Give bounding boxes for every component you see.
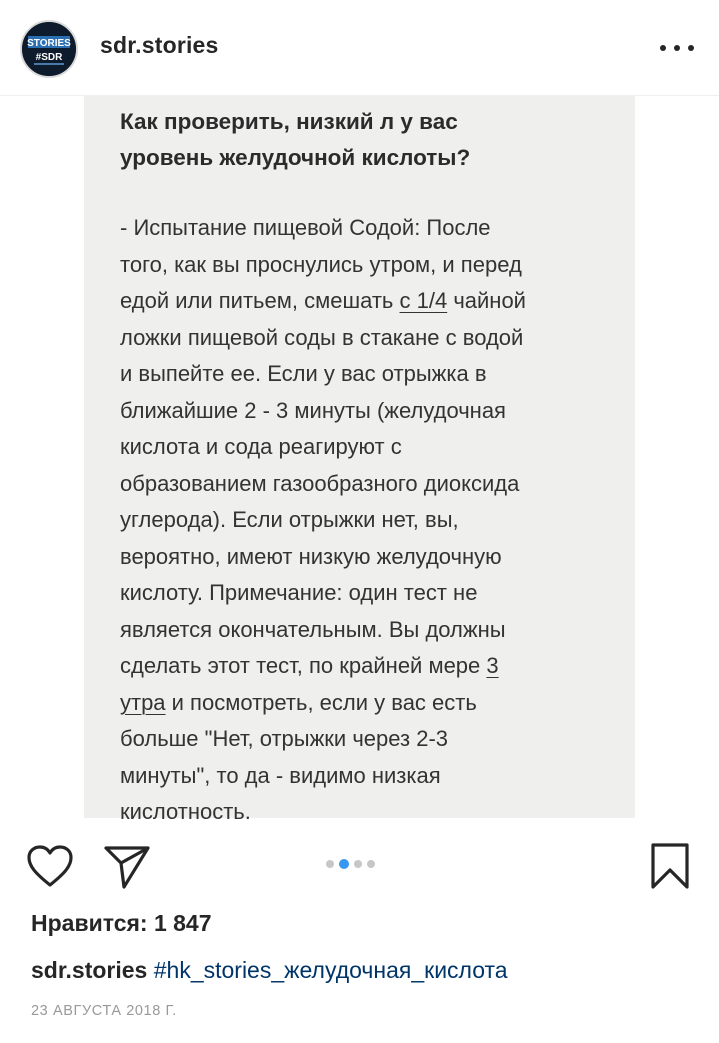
card-title	[120, 104, 620, 176]
body-text: углерода). Если отрыжки нет, вы,	[120, 507, 459, 532]
card-title-line: уровень желудочной кислоты?	[120, 145, 471, 170]
carousel-dot-active	[339, 859, 349, 869]
body-underlined-text: 3	[486, 653, 499, 678]
card-body-line	[120, 393, 620, 430]
body-text: образованием газообразного диоксида	[120, 470, 520, 496]
body-text: кислота и сода реагируют с	[120, 434, 402, 459]
carousel-indicator	[326, 859, 375, 869]
card-body-line	[120, 356, 620, 393]
caption-hashtag[interactable]: #hk_stories_желудочная_кислота	[153, 957, 508, 983]
caption	[31, 957, 508, 984]
post-date[interactable]: 23 АВГУСТА 2018 Г.	[31, 1003, 177, 1019]
body-text: больше "Нет, отрыжки через 2-3	[120, 726, 449, 751]
body-text: - Испытание пищевой Содой: После	[120, 215, 491, 240]
avatar-logo	[22, 22, 76, 76]
text-card	[84, 96, 635, 824]
more-dot-icon	[660, 45, 666, 51]
body-underlined-text: с 1/4	[399, 288, 448, 313]
action-bar	[0, 820, 719, 910]
card-body-line	[120, 247, 620, 284]
card-body-line	[120, 539, 620, 576]
card-body-line	[120, 466, 620, 503]
heart-outline-icon[interactable]	[26, 844, 74, 893]
card-body-line	[120, 685, 620, 722]
card-title-line: Как проверить, низкий л у вас	[120, 109, 458, 134]
body-text: вероятно, имеют низкую желудочную	[120, 543, 502, 569]
card-body-line	[120, 320, 620, 357]
card-body-line	[120, 721, 620, 758]
body-text: минуты", то да - видимо низкая	[120, 762, 441, 788]
card-body-line	[120, 429, 620, 466]
card-body-line	[120, 612, 620, 649]
likes-count[interactable]: Нравится: 1 847	[31, 910, 212, 936]
bookmark-outline-icon[interactable]	[650, 842, 690, 895]
body-text: и выпейте ее. Если у вас отрыжка в	[120, 361, 487, 386]
carousel-dot	[354, 860, 362, 868]
more-dot-icon	[674, 45, 680, 51]
body-text: ложки пищевой соды в стакане с водой	[120, 324, 524, 350]
paper-plane-icon[interactable]	[103, 844, 151, 895]
more-options-button[interactable]	[660, 44, 694, 52]
avatar-line1: STORIES	[27, 38, 71, 49]
carousel-dot	[326, 860, 334, 868]
body-text: того, как вы проснулись утром, и перед	[120, 251, 522, 277]
body-text: и посмотреть, если у вас есть	[165, 689, 477, 715]
avatar[interactable]	[20, 20, 78, 78]
post-image[interactable]	[0, 96, 719, 824]
body-text: кислоту. Примечание: один тест не	[120, 580, 478, 605]
body-text: едой или питьем, смешать	[120, 288, 400, 313]
card-body-line	[120, 210, 620, 247]
caption-username[interactable]: sdr.stories	[31, 957, 148, 983]
body-text: сделать этот тест, по крайней мере	[120, 653, 487, 678]
avatar-line2: #SDR	[35, 52, 63, 63]
body-text: ближайшие 2 - 3 минуты (желудочная	[120, 397, 506, 423]
card-body-line	[120, 758, 620, 795]
post-username[interactable]: sdr.stories	[100, 32, 219, 58]
card-body-line	[120, 575, 620, 612]
body-text: является окончательным. Вы должны	[120, 616, 506, 642]
body-underlined-text: утра	[120, 689, 166, 715]
card-body-line	[120, 502, 620, 539]
card-body-line	[120, 283, 620, 320]
more-dot-icon	[688, 45, 694, 51]
card-body-line	[120, 648, 620, 685]
carousel-dot	[367, 860, 375, 868]
body-text: чайной	[447, 288, 526, 313]
body-text: кислотность.	[120, 799, 251, 824]
card-body	[120, 210, 620, 831]
post-header	[0, 0, 719, 96]
